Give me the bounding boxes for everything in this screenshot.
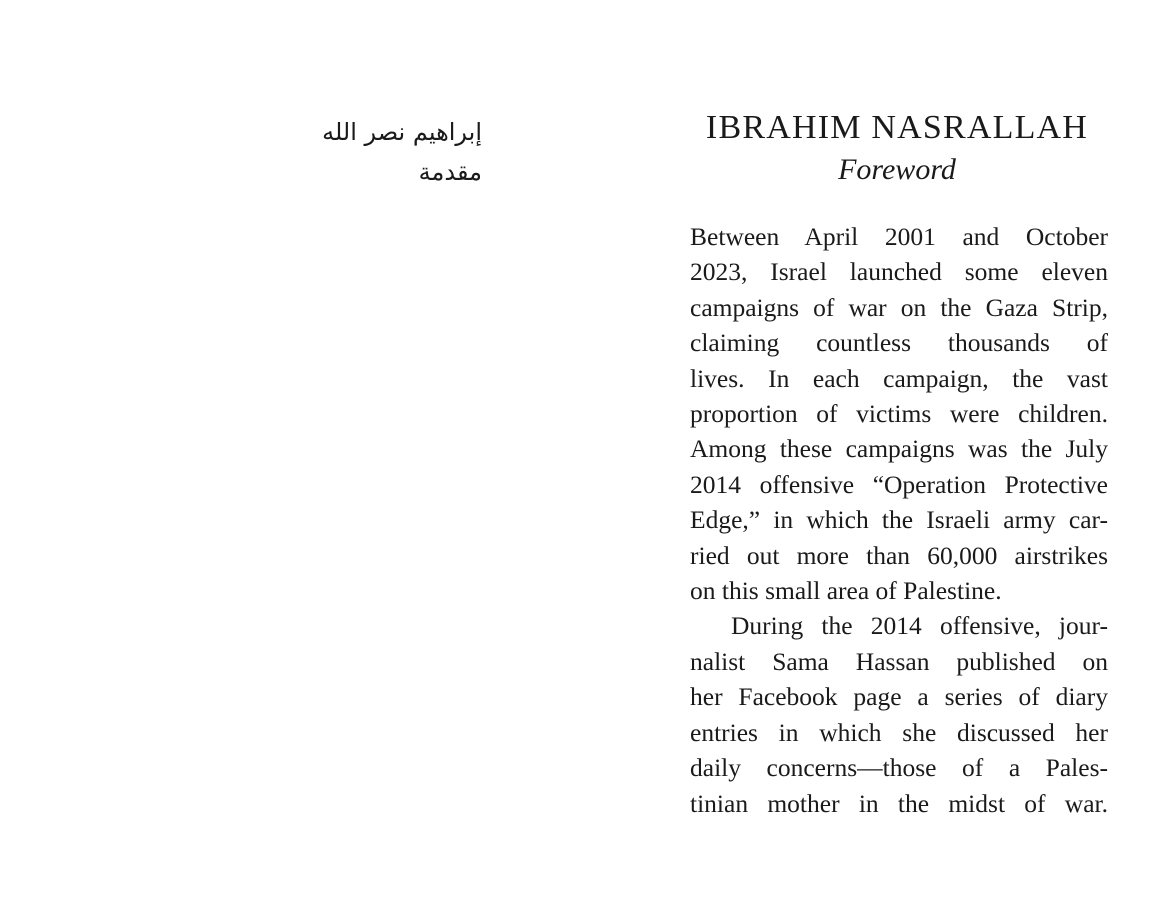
text-line: lives. In each campaign, the vast — [690, 363, 1108, 393]
text-line: ried out more than 60,000 airstrikes — [690, 540, 1108, 570]
chapter-title: Foreword — [838, 153, 956, 186]
arabic-heading — [250, 112, 482, 192]
chapter-header — [697, 106, 1097, 190]
right-page — [585, 0, 1170, 903]
text-line: Edge,” in which the Israeli army car- — [690, 505, 1108, 535]
text-line: proportion of victims were children. — [690, 399, 1108, 429]
text-line: entries in which she discussed her — [690, 717, 1108, 747]
body-text — [690, 219, 1108, 821]
text-line: tinian mother in the midst of war. — [690, 788, 1108, 818]
text-line: 2014 offensive “Operation Protective — [690, 469, 1108, 499]
text-line: 2023, Israel launched some eleven — [690, 257, 1108, 287]
arabic-chapter-title: مقدمة — [418, 158, 482, 186]
text-line: Between April 2001 and October — [690, 222, 1108, 251]
text-line: campaigns of war on the Gaza Strip, — [690, 292, 1108, 322]
text-line: on this small area of Palestine. — [690, 576, 1002, 606]
text-line: her Facebook page a series of diary — [690, 682, 1108, 712]
author-name: IBRAHIM NASRALLAH — [705, 109, 1089, 146]
text-line: During the 2014 offensive, jour- — [731, 611, 1108, 641]
text-line: Among these campaigns was the July — [690, 434, 1108, 464]
text-line: claiming countless thousands of — [690, 328, 1108, 358]
text-line: daily concerns—those of a Pales- — [690, 753, 1108, 783]
paragraph-1 — [690, 219, 1108, 608]
arabic-author-name: إبراهيم نصر الله — [322, 118, 482, 146]
text-line: nalist Sama Hassan published on — [690, 646, 1108, 676]
paragraph-2 — [690, 608, 1108, 820]
